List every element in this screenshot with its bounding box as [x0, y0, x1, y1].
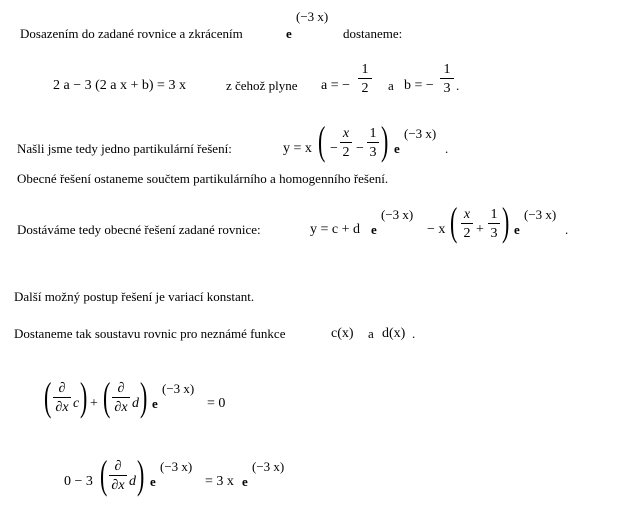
partial-symbol: ∂ — [58, 381, 66, 396]
plus-sign: + — [90, 396, 98, 411]
exp-e: e — [286, 26, 292, 41]
exponent: (−3 x) — [162, 381, 195, 396]
fraction-denominator: 2 — [342, 145, 350, 160]
partial-x: ∂x — [55, 400, 69, 415]
period: . — [456, 78, 460, 93]
partial-x: ∂x — [111, 478, 125, 493]
exp-e: e — [242, 474, 248, 489]
exp-e: e — [152, 396, 158, 411]
exp-e: e — [514, 222, 520, 237]
fraction-bar — [358, 78, 372, 79]
variable-c: c — [73, 396, 80, 411]
fraction-one-third — [367, 126, 379, 160]
intro-end-text: dostaneme: — [343, 26, 403, 41]
exponent: (−3 x) — [296, 9, 329, 24]
function-c: c(x) — [331, 326, 354, 341]
fraction-numerator: 1 — [443, 62, 451, 77]
and-text: a — [388, 78, 394, 93]
fraction-denominator: 2 — [463, 226, 471, 241]
system-text: Dostaneme tak soustavu rovnic pro neznámé funkce — [14, 326, 286, 341]
conclusion-text: z čehož plyne — [226, 78, 298, 93]
minus-x: − x — [427, 222, 446, 237]
minus-sign: − — [330, 141, 338, 156]
a-value: a = − — [321, 78, 351, 93]
fraction-bar — [461, 223, 473, 224]
fraction-numerator: 1 — [369, 126, 377, 141]
function-d: d(x) — [382, 326, 406, 341]
fraction-bar — [440, 78, 454, 79]
period: . — [445, 141, 449, 156]
zero-minus-three: 0 − 3 — [64, 474, 93, 489]
exponent: (−3 x) — [404, 126, 437, 141]
fraction-denominator: 3 — [490, 226, 498, 241]
general-solution-note: Obecné řešení ostaneme součtem partikulárního a homogenního řešení. — [17, 171, 389, 186]
fraction-bar — [109, 475, 127, 476]
and-text: a — [368, 326, 374, 341]
fraction-numerator: 1 — [361, 62, 369, 77]
right-paren: ) — [140, 374, 148, 419]
intro-text: Dosazením do zadané rovnice a zkrácením — [20, 26, 243, 41]
fraction-denominator: 3 — [443, 81, 451, 96]
fraction-denominator: 3 — [369, 145, 377, 160]
rhs-3x: = 3 x — [205, 474, 234, 489]
fraction-denominator: 2 — [361, 81, 369, 96]
derivative-operator — [112, 381, 130, 415]
right-paren: ) — [80, 374, 88, 419]
right-paren: ) — [381, 118, 389, 163]
minus-sign: − — [356, 141, 364, 156]
plus-sign: + — [476, 222, 484, 237]
general-solution-text: Dostáváme tedy obecné řešení zadané rovnice: — [17, 222, 261, 237]
fraction-bar — [488, 223, 500, 224]
left-paren: ( — [318, 118, 326, 163]
partial-symbol: ∂ — [114, 459, 122, 474]
b-value: b = − — [404, 78, 434, 93]
partial-x: ∂x — [114, 400, 128, 415]
fraction-bar — [367, 142, 379, 143]
equation-substituted: 2 a − 3 (2 a x + b) = 3 x — [53, 78, 186, 93]
fraction-numerator: x — [342, 126, 350, 141]
exponent: (−3 x) — [252, 459, 285, 474]
particular-lhs: y = x — [283, 141, 312, 156]
period: . — [565, 222, 569, 237]
variable-d: d — [129, 474, 136, 489]
fraction-bar — [53, 397, 71, 398]
left-paren: ( — [44, 374, 52, 419]
left-paren: ( — [450, 199, 458, 244]
fraction-numerator: 1 — [490, 207, 498, 222]
variable-d: d — [132, 396, 139, 411]
derivative-operator — [109, 459, 127, 493]
left-paren: ( — [100, 452, 108, 497]
exponent: (−3 x) — [524, 207, 557, 222]
fraction-one-third — [440, 62, 454, 96]
exponent: (−3 x) — [160, 459, 193, 474]
exp-e: e — [371, 222, 377, 237]
exponent: (−3 x) — [381, 207, 414, 222]
exp-e: e — [150, 474, 156, 489]
fraction-bar — [112, 397, 130, 398]
fraction-bar — [340, 142, 352, 143]
fraction-one-half — [358, 62, 372, 96]
derivative-operator — [53, 381, 71, 415]
fraction-one-third — [488, 207, 500, 241]
exp-e: e — [394, 141, 400, 156]
equals-zero: = 0 — [207, 396, 226, 411]
right-paren: ) — [502, 199, 510, 244]
particular-solution-text: Našli jsme tedy jedno partikulární řešení: — [17, 141, 232, 156]
left-paren: ( — [103, 374, 111, 419]
partial-symbol: ∂ — [117, 381, 125, 396]
variation-text: Další možný postup řešení je variací konstant. — [14, 289, 255, 304]
fraction-numerator: x — [463, 207, 471, 222]
fraction-x-over-2 — [461, 207, 473, 241]
period: . — [412, 326, 416, 341]
right-paren: ) — [137, 452, 145, 497]
general-lhs: y = c + d — [310, 222, 361, 237]
fraction-x-over-2 — [340, 126, 352, 160]
